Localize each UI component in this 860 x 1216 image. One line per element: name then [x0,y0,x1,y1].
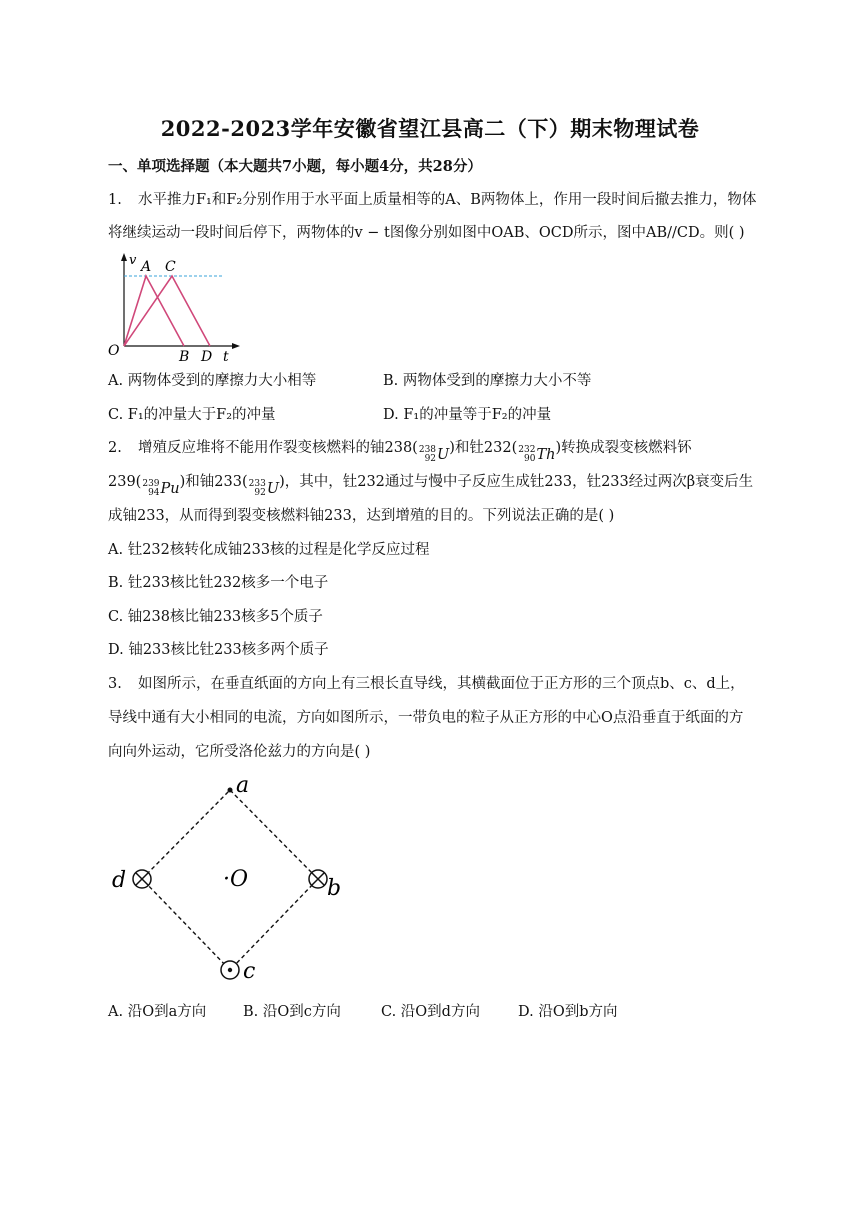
label-A: A [141,259,152,275]
label-v: v [129,253,137,268]
line-OCD [124,276,210,346]
q2-number: 2. [108,440,122,456]
nuclide-pu239: 239 94 Pu [142,479,180,498]
q3-option-b[interactable]: B. 沿O到c方向 [243,1004,341,1020]
q2-option-b[interactable]: B. 钍233核比钍232核多一个电子 [108,575,329,591]
q2-line-1 [108,438,692,465]
q1-number: 1. [108,192,122,208]
q2-text-2b: )和铀233( [179,474,248,490]
q1-option-c[interactable]: C. F₁的冲量大于F₂的冲量 [108,407,276,423]
q1-vt-graph [104,250,244,365]
q1-line-1 [108,190,756,210]
label-c: c [243,959,256,984]
page-title: 2022-2023学年安徽省望江县高二（下）期末物理试卷 [160,116,700,141]
wire-c-out-of-page-icon [221,961,239,979]
q2-text-2c: )，其中，钍232通过与慢中子反应生成钍233，钍233经过两次β衰变后生 [279,474,754,490]
q2-text-1b: )和钍232( [449,440,518,456]
label-D: D [201,349,213,365]
nuclide-u238: 238 92 U [418,445,450,464]
q3-number: 3. [108,676,122,692]
q2-text-1a: 增殖反应堆将不能用作裂变核燃料的铀238( [138,440,418,456]
q3-line-2: 导线中通有大小相同的电流，方向如图所示，一带负电的粒子从正方形的中心O点沿垂直于纸面的方 [108,710,744,726]
q1-option-d[interactable]: D. F₁的冲量等于F₂的冲量 [383,407,552,423]
label-C: C [165,259,176,275]
q1-text-1: 水平推力F₁和F₂分别作用于水平面上质量相等的A、B两物体上，作用一段时间后撤去推力，物体 [138,192,757,208]
line-OAB [124,276,184,346]
v-axis-arrow [121,253,127,261]
q3-square-wire-figure [105,775,365,985]
t-axis-arrow [232,343,240,349]
label-t: t [223,349,229,365]
nuclide-u233: 233 92 U [248,479,280,498]
section-heading: 一、单项选择题（本大题共7小题，每小题4分，共28分） [108,158,482,175]
label-B: B [179,349,190,365]
q3-option-c[interactable]: C. 沿O到d方向 [381,1004,480,1020]
q2-option-d[interactable]: D. 铀233核比钍233核多两个质子 [108,642,329,658]
label-b: b [327,876,342,901]
q2-text-2a: 239( [108,474,142,490]
q2-option-c[interactable]: C. 铀238核比铀233核多5个质子 [108,609,323,625]
q2-line-3: 成铀233，从而得到裂变核燃料铀233，达到增殖的目的。下列说法正确的是( ) [108,508,615,524]
wire-b-into-page-icon [309,870,327,888]
label-O: O [108,343,120,359]
q3-option-a[interactable]: A. 沿O到a方向 [108,1004,207,1020]
label-center-O: ·O [223,867,249,892]
label-d: d [112,868,127,893]
q1-line-2: 将继续运动一段时间后停下，两物体的v − t图像分别如图中OAB、OCD所示，图中AB//CD。则( ) [108,225,745,241]
nuclide-th232: 232 90 Th [518,445,556,464]
vertex-a-dot [228,788,233,793]
q3-text-1: 如图所示，在垂直纸面的方向上有三根长直导线，其横截面位于正方形的三个顶点b、c、d上， [138,676,745,692]
q1-option-b[interactable]: B. 两物体受到的摩擦力大小不等 [383,373,592,389]
q3-line-3: 向向外运动，它所受洛伦兹力的方向是( ) [108,744,371,760]
q2-text-1c: )转换成裂变核燃料钚 [555,440,692,456]
q3-option-d[interactable]: D. 沿O到b方向 [518,1004,618,1020]
q1-option-a[interactable]: A. 两物体受到的摩擦力大小相等 [108,373,317,389]
q3-line-1 [108,674,745,694]
q2-line-2 [108,472,753,499]
q2-option-a[interactable]: A. 钍232核转化成铀233核的过程是化学反应过程 [108,542,430,558]
wire-d-into-page-icon [133,870,151,888]
label-a: a [236,775,250,798]
